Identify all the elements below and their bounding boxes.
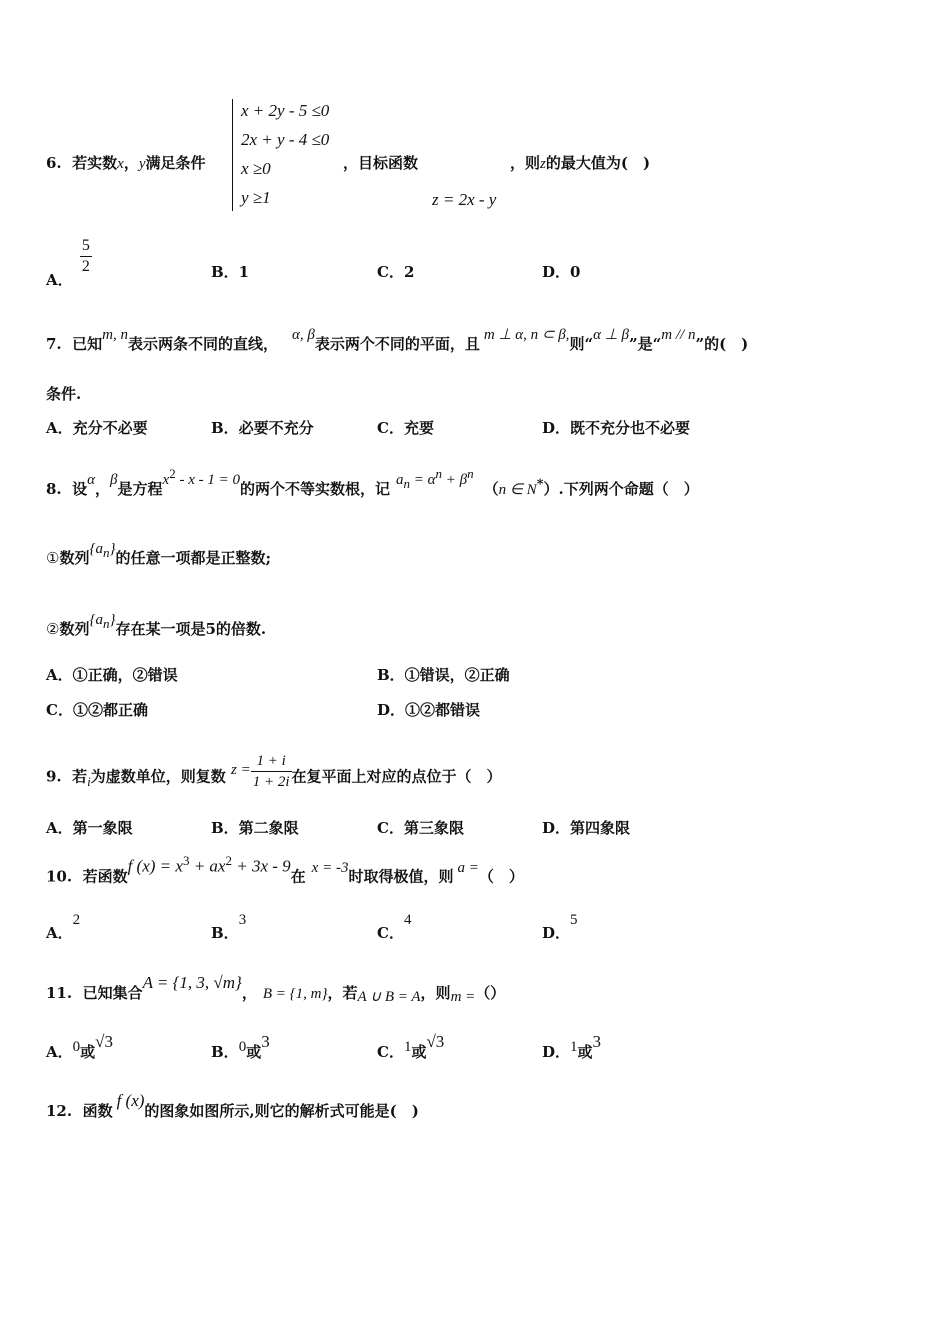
q6-stem: 6. 若实数x，y满足条件 <box>46 154 206 172</box>
q10-option-a[interactable]: A．2 <box>46 912 81 942</box>
q12-stem: 12. 函数f (x)的图象如图所示,则它的解析式可能是( ) <box>46 1091 419 1120</box>
q9-option-d[interactable]: D．第四象限 <box>542 819 631 837</box>
q11-option-b[interactable]: B．0或3 <box>211 1032 270 1061</box>
left-brace <box>232 99 239 211</box>
q9-option-c[interactable]: C．第三象限 <box>377 819 464 837</box>
q7-option-d[interactable]: D．既不充分也不必要 <box>542 419 691 437</box>
q9-option-b[interactable]: B．第二象限 <box>211 819 299 837</box>
q9-stem: 9. 若i为虚数单位，则复数 z = $\frac{1 + i}{1 + 2i}$ 在复平面上对应的点位于（ ） <box>46 753 502 790</box>
q10-option-b[interactable]: B．3 <box>211 912 247 942</box>
q7-option-c[interactable]: C．充要 <box>377 419 434 437</box>
q8-proposition-2: ②数列$\{a_n\}$存在某一项是5的倍数. <box>46 612 267 638</box>
q6-option-d[interactable]: D．0 <box>542 263 581 281</box>
q8-proposition-1: ①数列$\{a_n\}$的任意一项都是正整数; <box>46 541 272 567</box>
fraction: $\frac{5}{2}$ <box>81 237 90 275</box>
q7-stem-line2: 条件. <box>46 385 82 403</box>
q10-option-d[interactable]: D．5 <box>542 912 578 942</box>
q8-option-a[interactable]: A．①正确，②错误 <box>46 666 178 684</box>
q6-option-a[interactable]: A． $\frac{5}{2}$ <box>46 237 90 289</box>
q9-option-a[interactable]: A．第一象限 <box>46 819 133 837</box>
q8-option-d[interactable]: D．①②都错误 <box>377 701 481 719</box>
q6-objective-expr: z = 2x - y <box>432 190 497 209</box>
q8-option-c[interactable]: C．①②都正确 <box>46 701 148 719</box>
q6-option-c[interactable]: C．2 <box>377 263 415 281</box>
q6-tail: ，则z的最大值为( ) <box>510 154 651 172</box>
q7-stem: 7. 已知m, n表示两条不同的直线， α, β表示两个不同的平面，且 m ⊥ α, n ⊂ β,则“α ⊥ β”是“m // n”的( ) <box>46 327 749 353</box>
q6-option-b[interactable]: B．1 <box>211 263 250 281</box>
q7-option-b[interactable]: B．必要不充分 <box>211 419 314 437</box>
q10-stem: 10. 若函数f $(x) = x^3 + ax^2 + 3x - 9$在 x = -3时取得极值，则 a =（ ） <box>46 853 524 886</box>
q11-option-a[interactable]: A．0或√3 <box>46 1032 113 1061</box>
q7-option-a[interactable]: A．充分不必要 <box>46 419 148 437</box>
q6-objective-label: ，目标函数 <box>343 154 419 172</box>
q10-option-c[interactable]: C．4 <box>377 912 412 942</box>
q6-constraint-system: x + 2y - 5 ≤0 2x + y - 4 ≤0 x ≥0 y ≥1 <box>232 99 362 215</box>
q8-stem: 8. 设α，β是方程x2 - x - 1 = 0的两个不等实数根，记 $a_n = \alpha^n + \beta^n(n$ ∈ N*）.下列两个命题（ ） <box>46 466 699 498</box>
q11-option-d[interactable]: D．1或3 <box>542 1032 602 1061</box>
q11-option-c[interactable]: C．1或√3 <box>377 1032 445 1061</box>
fraction: $\frac{1 + i}{1 + 2i}$ <box>252 753 290 790</box>
q11-stem: 11. 已知集合A = {1, 3, √m}， B = {1, m}，若A ∪ B = A，则m =（） <box>46 973 506 1005</box>
q8-option-b[interactable]: B．①错误，②正确 <box>377 666 510 684</box>
